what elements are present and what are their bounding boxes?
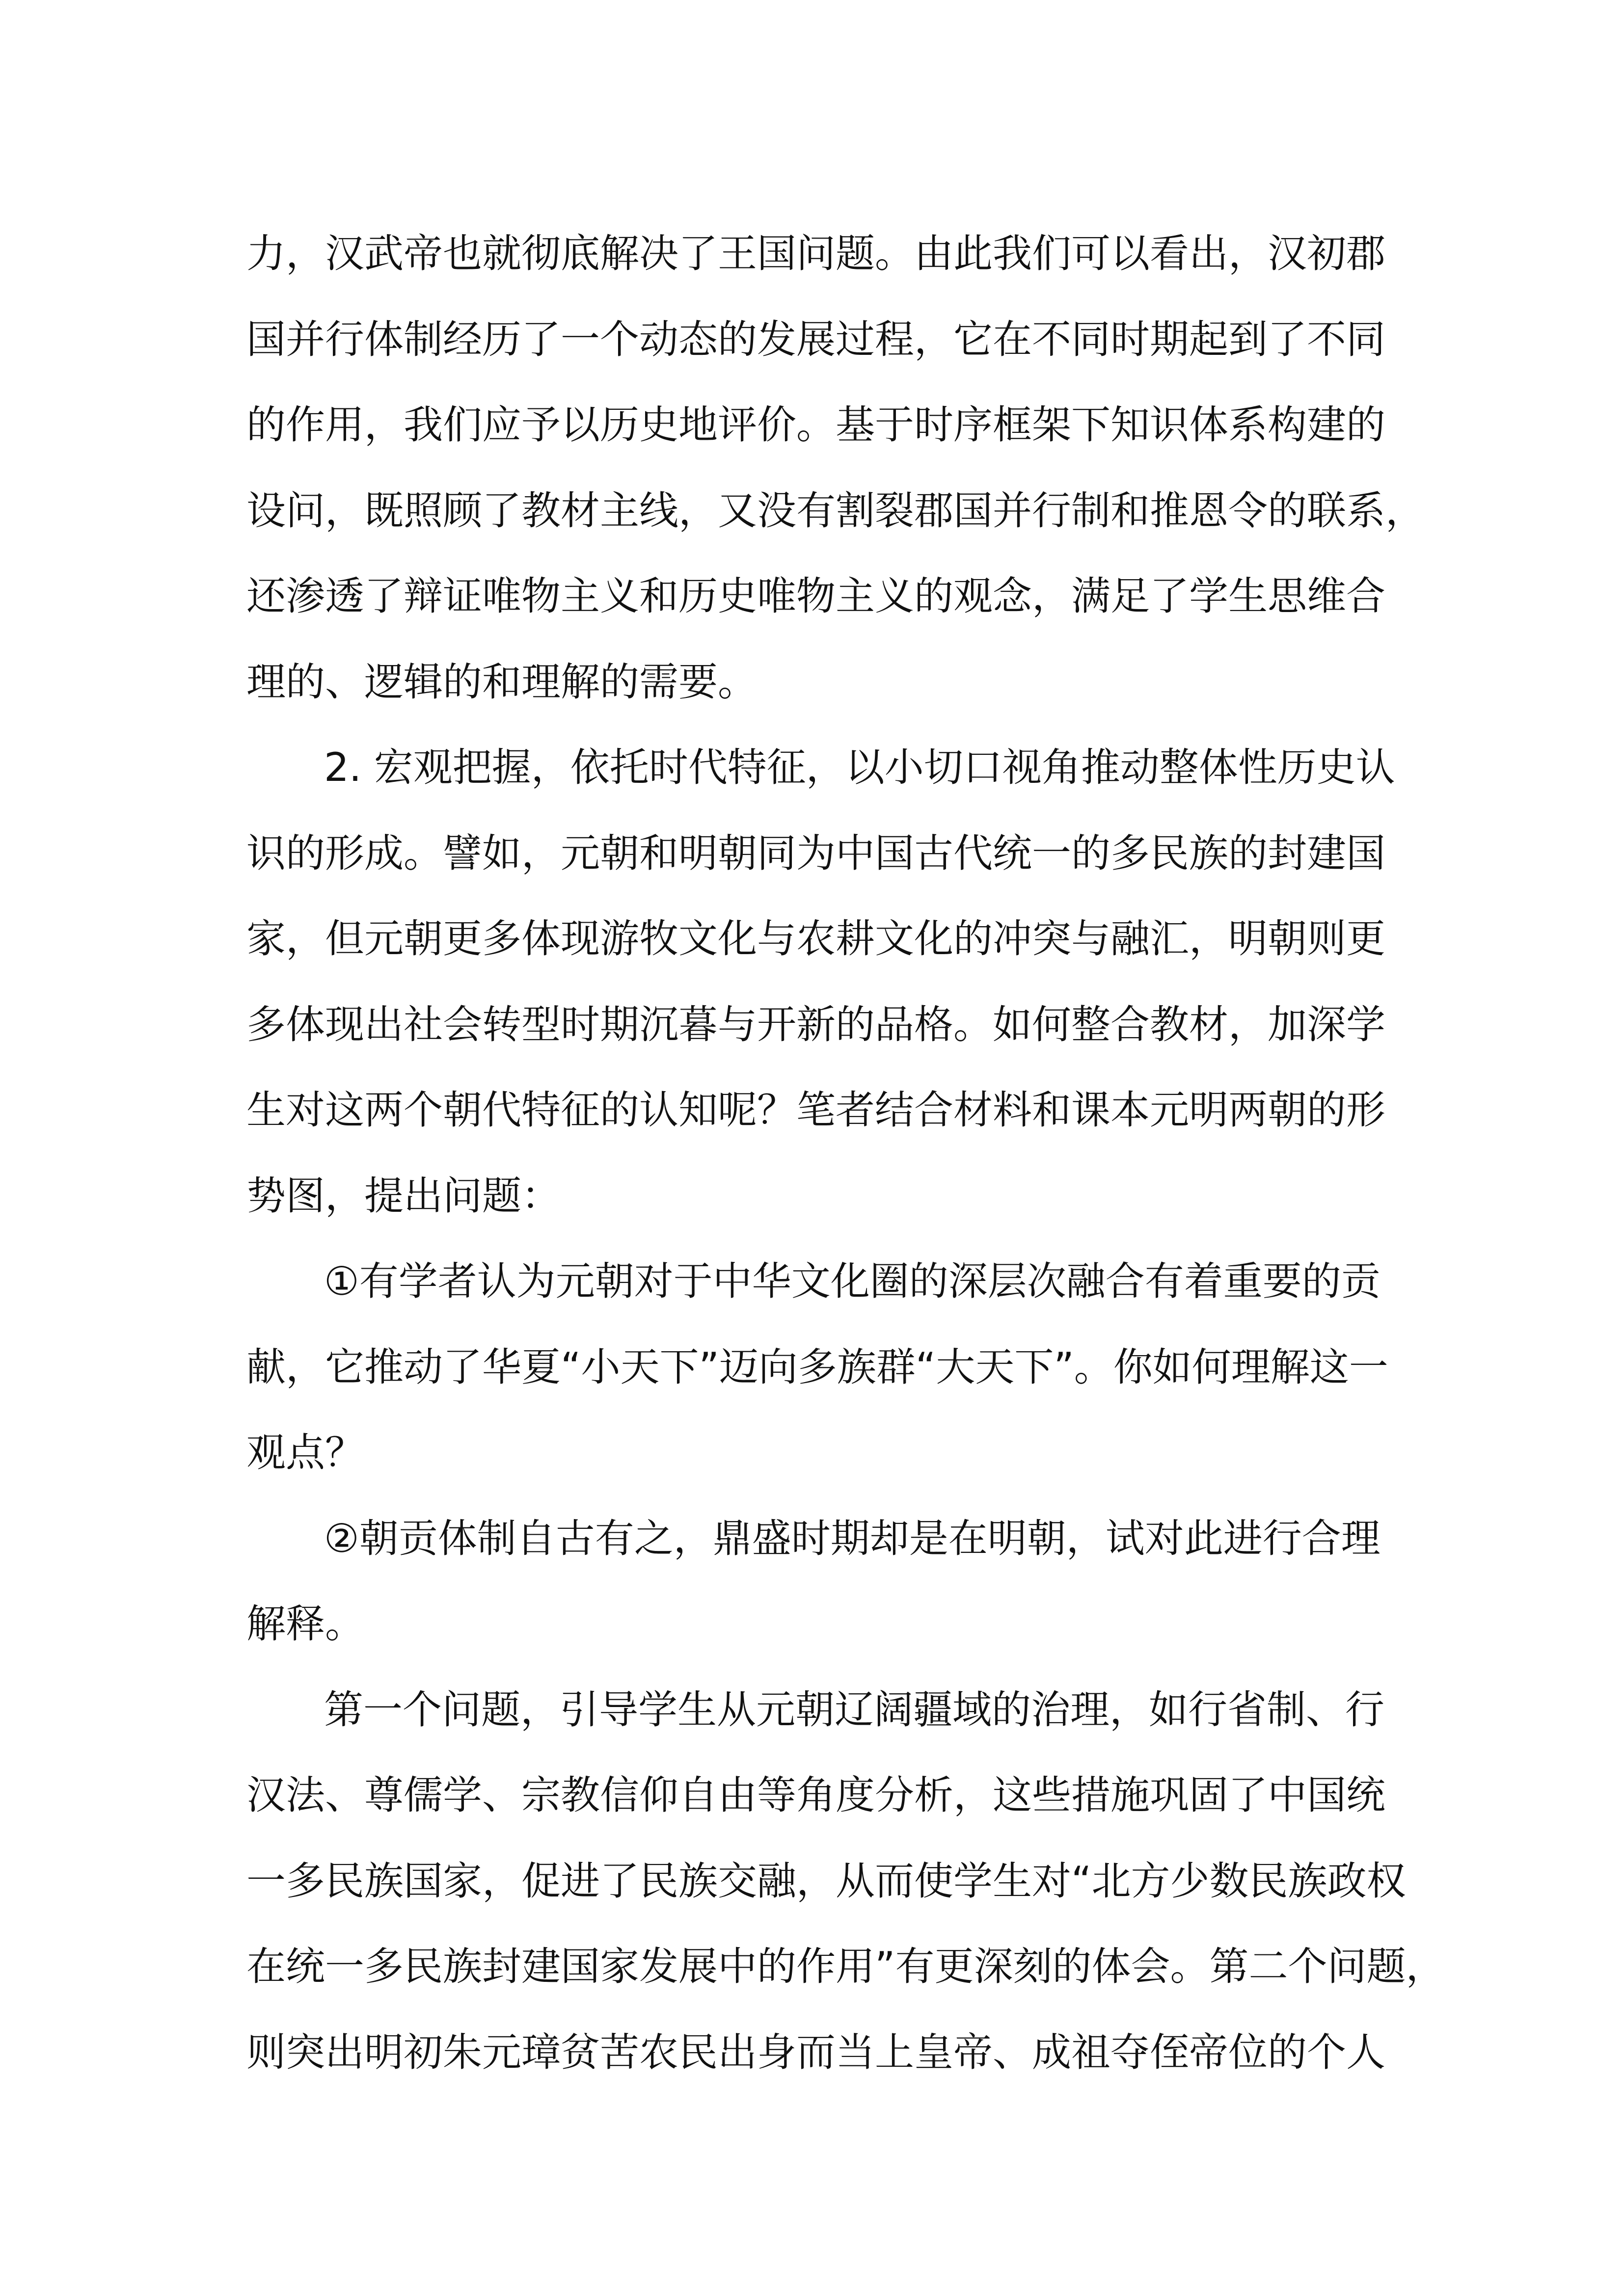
paragraph-question-1	[246, 1239, 1390, 1496]
text-line: 观点？	[246, 1430, 364, 1475]
text-line: 第一个问题，引导学生从元朝辽阔疆域的治理，如行省制、行	[324, 1686, 1384, 1733]
text-line: 一多民族国家，促进了民族交融，从而使学生对“北方少数民族政权	[246, 1858, 1406, 1904]
text-line: 汉法、尊儒学、宗教信仰自由等角度分析，这些措施巩固了中国统	[246, 1772, 1385, 1818]
text-line: 则突出明初朱元璋贫苦农民出身而当上皇帝、成祖夺侄帝位的个人	[246, 2029, 1385, 2075]
text-line: 力，汉武帝也就彻底解决了王国问题。由此我们可以看出，汉初郡	[246, 231, 1385, 276]
text-line: 在统一多民族封建国家发展中的作用”有更深刻的体会。第二个问题，	[246, 1944, 1445, 1989]
paragraph-intro-continuation	[246, 211, 1425, 725]
text-line: 势图，提出问题：	[246, 1173, 561, 1219]
paragraph-analysis	[246, 1667, 1445, 2096]
text-line: 献，它推动了华夏“小天下”迈向多族群“大天下”。你如何理解这一	[246, 1344, 1388, 1390]
paragraph-question-2	[246, 1496, 1390, 1667]
text-line: 2. 宏观把握，依托时代特征，以小切口视角推动整体性历史认	[324, 745, 1395, 790]
text-line: 解释。	[246, 1601, 364, 1647]
text-line: 国并行体制经历了一个动态的发展过程，它在不同时期起到了不同	[246, 316, 1385, 362]
text-line: 多体现出社会转型时期沉暮与开新的品格。如何整合教材，加深学	[246, 1001, 1385, 1047]
text-line: 识的形成。譬如，元朝和明朝同为中国古代统一的多民族的封建国	[246, 830, 1385, 876]
paragraph-point-2	[246, 725, 1395, 1239]
text-line: 生对这两个朝代特征的认知呢？笔者结合材料和课本元明两朝的形	[246, 1087, 1385, 1133]
text-line: ②朝贡体制自古有之，鼎盛时期却是在明朝，试对此进行合理	[324, 1515, 1380, 1561]
text-line: 还渗透了辩证唯物主义和历史唯物主义的观念，满足了学生思维合	[246, 573, 1385, 619]
text-line: 理的、逻辑的和理解的需要。	[246, 659, 757, 705]
text-body	[246, 211, 1445, 2095]
text-line: ①有学者认为元朝对于中华文化圈的深层次融合有着重要的贡	[324, 1258, 1380, 1304]
text-line: 的作用，我们应予以历史地评价。基于时序框架下知识体系构建的	[246, 402, 1385, 448]
text-line: 家，但元朝更多体现游牧文化与农耕文化的冲突与融汇，明朝则更	[246, 916, 1385, 961]
text-line: 设问，既照顾了教材主线，又没有割裂郡国并行制和推恩令的联系，	[246, 487, 1425, 534]
